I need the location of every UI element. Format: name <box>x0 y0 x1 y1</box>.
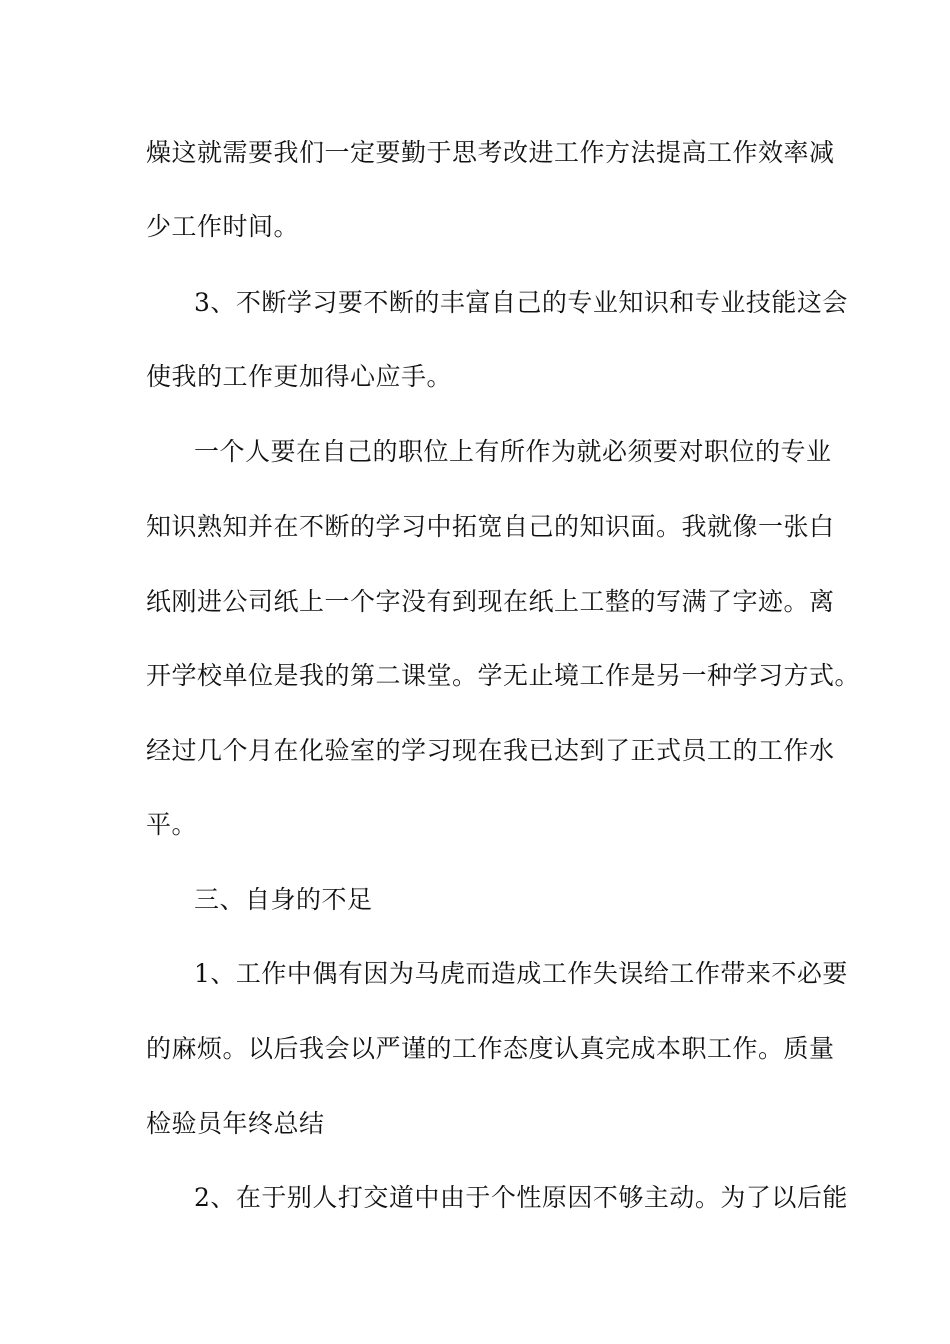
text-line: 使我的工作更加得心应手。 <box>146 362 453 391</box>
text-line: 开学校单位是我的第二课堂。学无止境工作是另一种学习方式。 <box>146 661 861 690</box>
text-line: 经过几个月在化验室的学习现在我已达到了正式员工的工作水 <box>146 736 835 765</box>
text-line: 2、在于别人打交道中由于个性原因不够主动。为了以后能 <box>194 1183 848 1212</box>
section-heading: 三、自身的不足 <box>194 885 373 914</box>
text-line: 1、工作中偶有因为马虎而造成工作失误给工作带来不必要 <box>194 959 848 988</box>
text-line: 纸刚进公司纸上一个字没有到现在纸上工整的写满了字迹。离 <box>146 587 835 616</box>
text-line: 检验员年终总结 <box>146 1109 325 1138</box>
text-line: 燥这就需要我们一定要勤于思考改进工作方法提高工作效率减 <box>146 138 835 167</box>
text-line: 平。 <box>146 810 198 839</box>
text-line: 一个人要在自己的职位上有所作为就必须要对职位的专业 <box>194 437 832 466</box>
text-line: 的麻烦。以后我会以严谨的工作态度认真完成本职工作。质量 <box>146 1034 835 1063</box>
text-line: 少工作时间。 <box>146 212 300 241</box>
text-line: 3、不断学习要不断的丰富自己的专业知识和专业技能这会 <box>194 288 848 317</box>
text-line: 知识熟知并在不断的学习中拓宽自己的知识面。我就像一张白 <box>146 512 835 541</box>
